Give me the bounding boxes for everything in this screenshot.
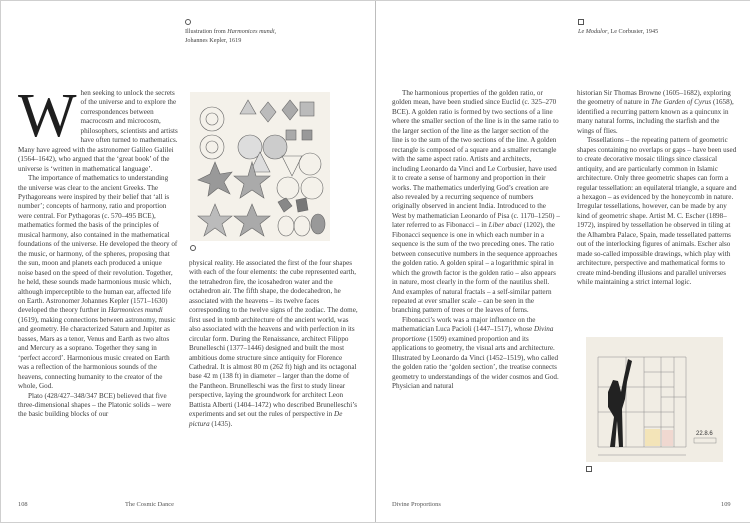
right-column-2 bbox=[577, 89, 737, 288]
italic-title: De pictura bbox=[189, 410, 343, 428]
folio-running-head: Divine Proportions bbox=[392, 501, 441, 508]
paragraph-text: (1509) examined proportion and its applications to geometry, the visual arts and architecture. Illustrated by Leonardo da Vinci (1452–1519), who called the golden ratio the ‘golden section’, the treatise connects geometry to understandings of the wider cosmos and God. Physician and natural bbox=[392, 334, 559, 391]
paragraph bbox=[18, 174, 178, 391]
paragraph bbox=[18, 82, 178, 174]
paragraph-text: Plato (428/427–348/347 BCE) believed that five three-dimensional shapes – the Platonic solids – were the basic building blocks of our bbox=[18, 391, 171, 419]
caption-title: Harmonices mundi bbox=[227, 28, 275, 35]
paragraph-text: Tessellations – the repeating pattern of geometric shapes containing no overlaps or gaps – have been used to create decorative mosaic tilings since classical antiquity, and are particularly common in Islamic architecture. Only three geometric shapes can form a regular tessellation: an equilateral triangle, a square and a hexagon – as evidenced by the honeycomb in nature. Irregular tessellations, however, can be made by any kind of geometric shape. Artist M. C. Escher (1898–1972), inspired by tessellation he observed in tiling at the Alhambra Palace, Spain, made tessellated patterns out of the interlocking figures of animals. Escher also made so-called impossible drawings, which play with architecture, perspective and mathematical forms to create mind-bending illusions and parallel universes while maintaining a strict internal logic. bbox=[577, 136, 737, 287]
paragraph-text: Fibonacci’s work was a major influence on the mathematician Luca Pacioli (1447–1517), whose bbox=[392, 315, 536, 334]
paragraph-text: The importance of mathematics to understanding the universe was clear to the ancient Greeks. The Pythagoreans were inspired by their belief that ‘all is number’; concepts of harmony, ratio and proportion were central. For Pythagoras (c. 570–495 BCE), mathematics formed the basis of the principles of musical harmony, also contained in the mathematical foundations of the universe. He developed the theory of the music, or harmony, of the spheres, proposing that the sun, moon and planets each produced a unique noise based on the speed of their revolution. Together, he held, these sounds made harmonious music which, although imperceptible to the human ear, affected life on Earth. Astronomer Johannes Kepler (1571–1630) developed the theory further in bbox=[18, 174, 178, 315]
square-marker-icon bbox=[578, 19, 584, 25]
right-column-1 bbox=[392, 89, 560, 392]
paragraph bbox=[577, 89, 737, 136]
square-marker-icon bbox=[586, 466, 592, 472]
italic-title: Liber abaci bbox=[488, 221, 522, 230]
modulor-drawing bbox=[586, 337, 723, 462]
paragraph-text: (1435). bbox=[209, 419, 233, 428]
paragraph-text: physical reality. He associated the first of the four shapes with each of the four elements: the cube represented earth, the tetrahedron fire, the icosahedron water and the octahedron air. The fifth shape, the dodecahedron, he associated with the heavens – its twelve faces corresponding to the twelve signs of the zodiac. The dome, first used in tomb architecture of the ancient world, was also associated with the heavens and with perfection in its circular form. During the Renaissance, architect Filippo Brunelleschi (1377–1446) designed and built the most ambitious dome structure since antiquity for Florence Cathedral. It is almost 80 m (262 ft) high and its octagonal base 42 m (138 ft) in diameter – larger than the dome of the Pantheon. Brunelleschi was the first to study linear perspective, laying the groundwork for architect Leon Battista Alberti (1404–1472) who described Brunelleschi’s experiments and set out the rules of perspective in bbox=[189, 259, 358, 419]
italic-title: Harmonices mundi bbox=[108, 306, 163, 315]
paragraph bbox=[392, 89, 560, 316]
folio-page-number: 109 bbox=[721, 501, 731, 508]
paragraph-text: (1619), making connections between astronomy, music and geometry. He characterized Saturn and Jupiter as basses, Mars as a tenor, Venus and Earth as two altos and Mercury as a soprano. Together they sang in ‘perfect accord’. Harmonious music created on Earth was a reflection of the harmonious sounds of the heavens, connecting humanity to the creator of the whole, God. bbox=[18, 315, 176, 391]
caption-line2: Johannes Kepler, 1619 bbox=[185, 36, 242, 44]
left-column-1 bbox=[18, 82, 178, 420]
right-page bbox=[376, 1, 750, 522]
left-column-2 bbox=[189, 259, 359, 429]
paragraph bbox=[392, 316, 560, 392]
paragraph-text: historian Sir Thomas Browne (1605–1682), exploring the geometry of nature in bbox=[577, 89, 731, 107]
drop-cap: W bbox=[18, 82, 77, 150]
paragraph-text: (1658), identified a recurring pattern known as a quincunx in many natural forms, including the starfish and the wings of flies. bbox=[577, 98, 734, 135]
caption-rest: , Le Corbusier, 1945 bbox=[607, 28, 659, 35]
folio-running-head: The Cosmic Dance bbox=[125, 501, 174, 508]
caption-suffix: , bbox=[274, 28, 277, 35]
polyhedra-drawing bbox=[190, 92, 330, 241]
circle-marker-icon bbox=[190, 245, 196, 251]
paragraph bbox=[189, 259, 359, 429]
caption-prefix: Illustration from bbox=[185, 28, 228, 35]
modulor-illustration bbox=[586, 337, 723, 462]
modulor-figure-label: 22.8.6 bbox=[696, 431, 713, 437]
paragraph bbox=[18, 392, 178, 420]
caption-title: Le Modulor bbox=[578, 28, 608, 35]
paragraph-text: (1202), the Fibonacci sequence is one in which each number in a sequence is the sum of the two preceding ones. The ratio between consecutive numbers in the sequence approaches the golden ratio. A golden spiral – a logarithmic spiral in which the growth factor is the golden ratio – also appears in nature, most clearly in the form of the nautilus shell. And examples of natural fractals – a self-similar pattern repeated at ever smaller scale – can be seen in the branching pattern of trees or the leaves of ferns. bbox=[392, 221, 558, 315]
folio-page-number: 108 bbox=[18, 501, 28, 508]
italic-title: The Garden of Cyrus bbox=[651, 98, 712, 107]
circle-marker-icon bbox=[185, 19, 191, 25]
paragraph bbox=[577, 136, 737, 287]
kepler-caption bbox=[185, 19, 335, 45]
modulor-caption bbox=[578, 19, 728, 37]
left-page bbox=[1, 1, 376, 522]
paragraph-text: hen seeking to unlock the secrets of the universe and to explore the correspondences between macrocosm and microcosm, philosophers, scientists and artists have often turned to mathematics. Many have agreed with the astronomer Galileo Galilei (1564–1642), who argued that the ‘great book’ of the universe is ‘written in mathematical language’. bbox=[18, 89, 178, 173]
kepler-polyhedra-illustration bbox=[190, 92, 330, 241]
paragraph-text: The harmonious properties of the golden ratio, or golden mean, have been studied since Euclid (c. 325–270 BCE). A golden ratio is formed by two sections of a line where the smaller section of the line is in the same ratio to the larger section of the line as the larger section of the line is to the sum of the two sections of the line. A golden rectangle is composed of a square and a smaller rectangle with the same aspect ratio. Artists and architects, including Leonardo da Vinci and Le Corbusier, have used it to create a sense of harmony and proportion in their works. The mathematics underlying God’s creation are also revealed by a recurring sequence of numbers originally observed in ancient India. Introduced to the West by mathematician Leonardo of Pisa (c. 1170–1250) – later referred to as Fibonacci – in bbox=[392, 89, 560, 230]
italic-title: Divina proportione bbox=[392, 325, 554, 343]
